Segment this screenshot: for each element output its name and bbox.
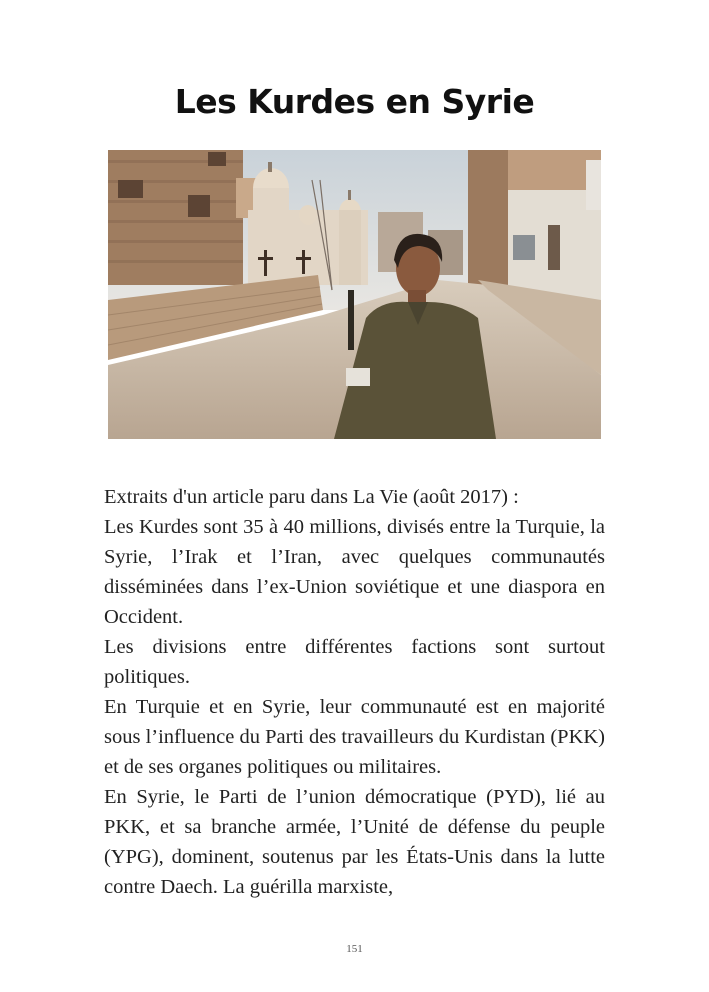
- article-text: [104, 482, 605, 902]
- paragraph: En Turquie et en Syrie, leur communauté est en majorité sous l’influence du Parti des travailleurs du Kurdistan (PKK) et de ses organes politiques ou militaires.: [104, 696, 606, 778]
- photo-illustration: [108, 150, 601, 439]
- page-number: 151: [346, 943, 363, 955]
- page-title: Les Kurdes en Syrie: [174, 82, 535, 121]
- street-photo: [108, 150, 601, 439]
- paragraph: Extraits d'un article paru dans La Vie (août 2017) :: [104, 486, 519, 508]
- paragraph: En Syrie, le Parti de l’union démocratique (PYD), lié au PKK, et sa branche armée, l’Unité de défense du peuple (YPG), dominent, soutenus par les États-Unis dans la lutte contre Daech. La guérilla marxiste,: [104, 786, 605, 898]
- paragraph: Les Kurdes sont 35 à 40 millions, divisés entre la Turquie, la Syrie, l’Irak et l’Iran, avec quelques communautés disséminées dans l’ex-Union soviétique et une diaspora en Occident.: [104, 516, 605, 628]
- paragraph: Les divisions entre différentes factions sont surtout politiques.: [104, 636, 605, 688]
